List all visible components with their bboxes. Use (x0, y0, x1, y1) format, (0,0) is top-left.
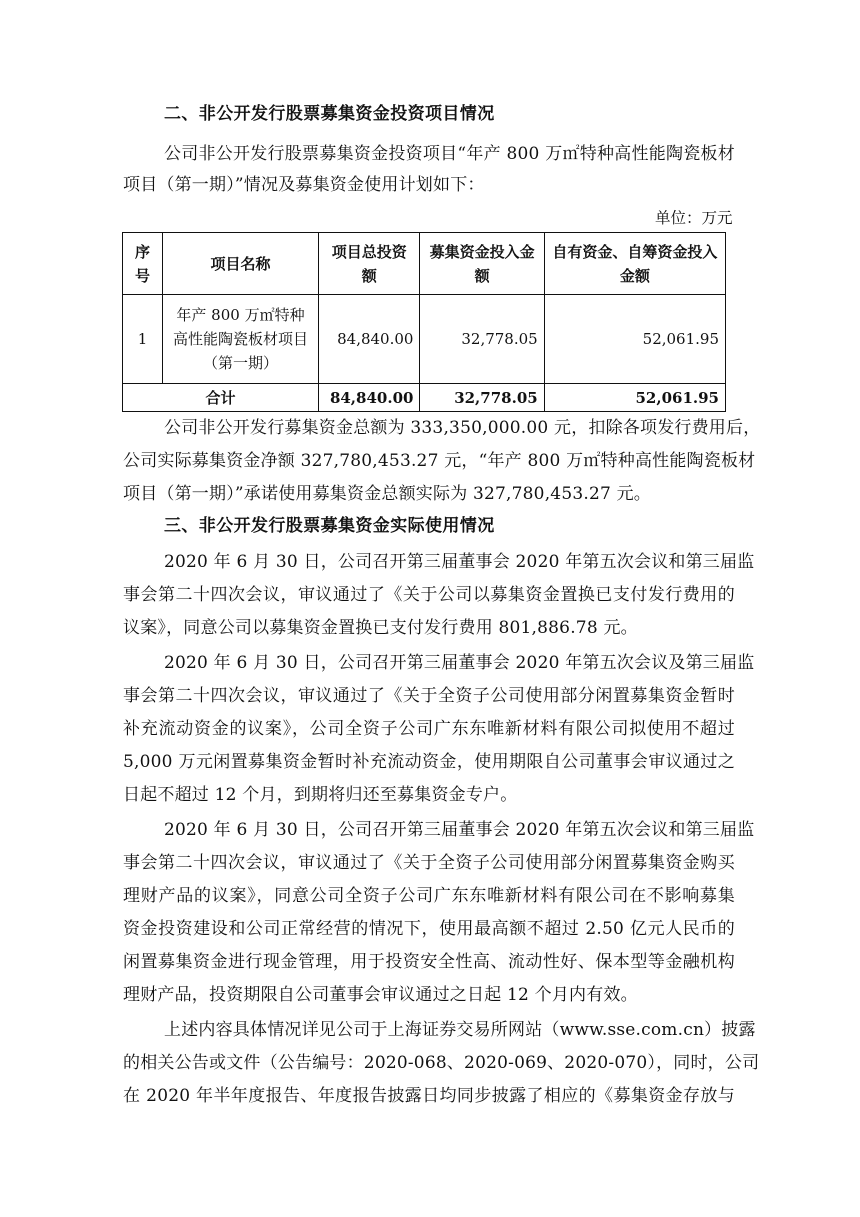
para4-line-3: 在 2020 年半年度报告、年度报告披露日均同步披露了相应的《募集资金存放与 (123, 1086, 735, 1106)
section-3-heading: 三、非公开发行股票募集资金实际使用情况 (164, 516, 495, 536)
total-investment: 84,840.00 (319, 384, 420, 412)
cell-own-funds: 52,061.95 (544, 295, 725, 384)
unit-label: 单位：万元 (655, 209, 733, 227)
cell-raised-funds: 32,778.05 (420, 295, 544, 384)
total-label: 合计 (123, 384, 319, 412)
cell-project-name: 年产 800 万㎡特种高性能陶瓷板材项目（第一期） (163, 295, 319, 384)
fund-usage-table (122, 232, 726, 412)
intro-line-1: 公司非公开发行股票募集资金投资项目“年产 800 万㎡特种高性能陶瓷板材 (164, 144, 735, 164)
header-own-funds: 自有资金、自筹资金投入金额 (544, 233, 725, 295)
para3-line-3: 理财产品的议案》，同意公司全资子公司广东东唯新材料有限公司在不影响募集 (123, 886, 735, 906)
section-2-heading: 二、非公开发行股票募集资金投资项目情况 (164, 104, 495, 124)
para2-line-4: 5,000 万元闲置募集资金暂时补充流动资金，使用期限自公司董事会审议通过之 (123, 752, 735, 772)
para1-line-3: 议案》，同意公司以募集资金置换已支付发行费用 801,886.78 元。 (123, 618, 638, 638)
para3-line-1: 2020 年 6 月 30 日，公司召开第三届董事会 2020 年第五次会议和第三届监 (164, 820, 755, 840)
para2-line-5: 日起不超过 12 个月，到期将归还至募集资金专户。 (123, 785, 518, 805)
table-header-row (123, 233, 726, 295)
para1-line-2: 事会第二十四次会议，审议通过了《关于公司以募集资金置换已支付发行费用的 (123, 585, 735, 605)
cell-total-investment: 84,840.00 (319, 295, 420, 384)
para2-line-3: 补充流动资金的议案》，公司全资子公司广东东唯新材料有限公司拟使用不超过 (123, 719, 735, 739)
header-no: 序号 (123, 233, 163, 295)
para2-line-2: 事会第二十四次会议，审议通过了《关于全资子公司使用部分闲置募集资金暂时 (123, 686, 735, 706)
header-raised-funds: 募集资金投入金额 (420, 233, 544, 295)
after-table-line-3: 项目（第一期）”承诺使用募集资金总额实际为 327,780,453.27 元。 (123, 484, 651, 504)
para3-line-4: 资金投资建设和公司正常经营的情况下，使用最高额不超过 2.50 亿元人民币的 (123, 919, 735, 939)
para1-line-1: 2020 年 6 月 30 日，公司召开第三届董事会 2020 年第五次会议和第三届监 (164, 552, 755, 572)
after-table-line-1: 公司非公开发行募集资金总额为 333,350,000.00 元，扣除各项发行费用后， (164, 418, 761, 438)
cell-no: 1 (123, 295, 163, 384)
table-total-row (123, 384, 726, 412)
header-project-name: 项目名称 (163, 233, 319, 295)
para3-line-6: 理财产品，投资期限自公司董事会审议通过之日起 12 个月内有效。 (123, 985, 638, 1005)
total-raised-funds: 32,778.05 (420, 384, 544, 412)
header-total-investment: 项目总投资额 (319, 233, 420, 295)
para2-line-1: 2020 年 6 月 30 日，公司召开第三届董事会 2020 年第五次会议及第三届监 (164, 653, 755, 673)
total-own-funds: 52,061.95 (544, 384, 725, 412)
after-table-line-2: 公司实际募集资金净额 327,780,453.27 元，“年产 800 万㎡特种高性能陶瓷板材 (123, 451, 756, 471)
para4-line-2: 的相关公告或文件（公告编号：2020-068、2020-069、2020-070），同时，公司 (123, 1053, 760, 1073)
para3-line-5: 闲置募集资金进行现金管理，用于投资安全性高、流动性好、保本型等金融机构 (123, 952, 735, 972)
para4-line-1: 上述内容具体情况详见公司于上海证券交易所网站（www.sse.com.cn）披露 (164, 1020, 756, 1040)
para3-line-2: 事会第二十四次会议，审议通过了《关于全资子公司使用部分闲置募集资金购买 (123, 853, 735, 873)
table-row (123, 295, 726, 384)
intro-line-2: 项目（第一期）”情况及募集资金使用计划如下： (123, 175, 485, 195)
